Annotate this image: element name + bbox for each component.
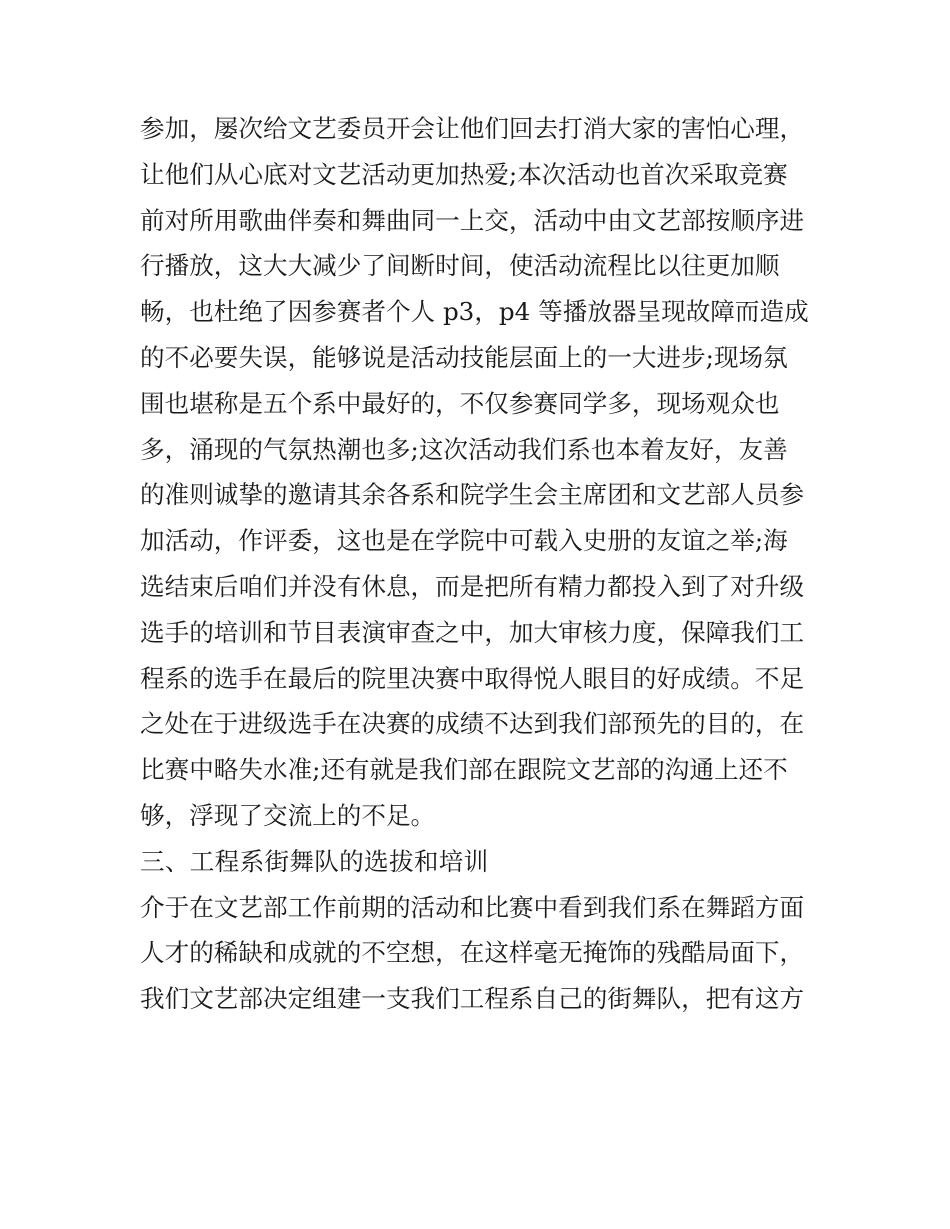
text-line: 行播放，这大大减少了间断时间，使活动流程比以往更加顺 bbox=[140, 251, 780, 281]
text-line: 人才的稀缺和成就的不空想，在这样毫无掩饰的残酷局面下， bbox=[140, 938, 805, 968]
text-line: 选手的培训和节目表演审查之中，加大审核力度，保障我们工 bbox=[140, 617, 805, 647]
text-line: 程系的选手在最后的院里决赛中取得悦人眼目的好成绩。不足 bbox=[140, 663, 805, 693]
text-line: 多，涌现的气氛热潮也多;这次活动我们系也本着友好，友善 bbox=[140, 434, 788, 464]
text-line: 够，浮现了交流上的不足。 bbox=[140, 800, 436, 830]
text-line: 参加，屡次给文艺委员开会让他们回去打消大家的害怕心理， bbox=[140, 114, 805, 143]
text-line: 之处在于进级选手在决赛的成绩不达到我们部预先的目的，在 bbox=[140, 709, 805, 739]
text-line: 前对所用歌曲伴奏和舞曲同一上交，活动中由文艺部按顺序进 bbox=[140, 205, 805, 235]
text-line: 的不必要失误，能够说是活动技能层面上的一大进步;现场氛 bbox=[140, 342, 788, 372]
text-line: 畅，也杜绝了因参赛者个人 p3，p4 等播放器呈现故障而造成 bbox=[140, 297, 809, 327]
text-line: 介于在文艺部工作前期的活动和比赛中看到我们系在舞蹈方面 bbox=[140, 892, 805, 922]
text-line: 加活动，作评委，这也是在学院中可载入史册的友谊之举;海 bbox=[140, 526, 788, 556]
body-text bbox=[140, 106, 820, 1022]
text-line: 让他们从心底对文艺活动更加热爱;本次活动也首次采取竞赛 bbox=[140, 159, 788, 189]
text-line: 选结束后咱们并没有休息，而是把所有精力都投入到了对升级 bbox=[140, 571, 805, 601]
text-line: 我们文艺部决定组建一支我们工程系自己的街舞队，把有这方 bbox=[140, 984, 805, 1014]
text-line: 的准则诚挚的邀请其余各系和院学生会主席团和文艺部人员参 bbox=[140, 480, 805, 510]
text-line: 围也堪称是五个系中最好的，不仅参赛同学多，现场观众也 bbox=[140, 388, 780, 418]
text-line: 比赛中略失水准;还有就是我们部在跟院文艺部的沟通上还不 bbox=[140, 755, 788, 785]
section-heading: 三、工程系街舞队的选拔和培训 bbox=[140, 846, 489, 876]
